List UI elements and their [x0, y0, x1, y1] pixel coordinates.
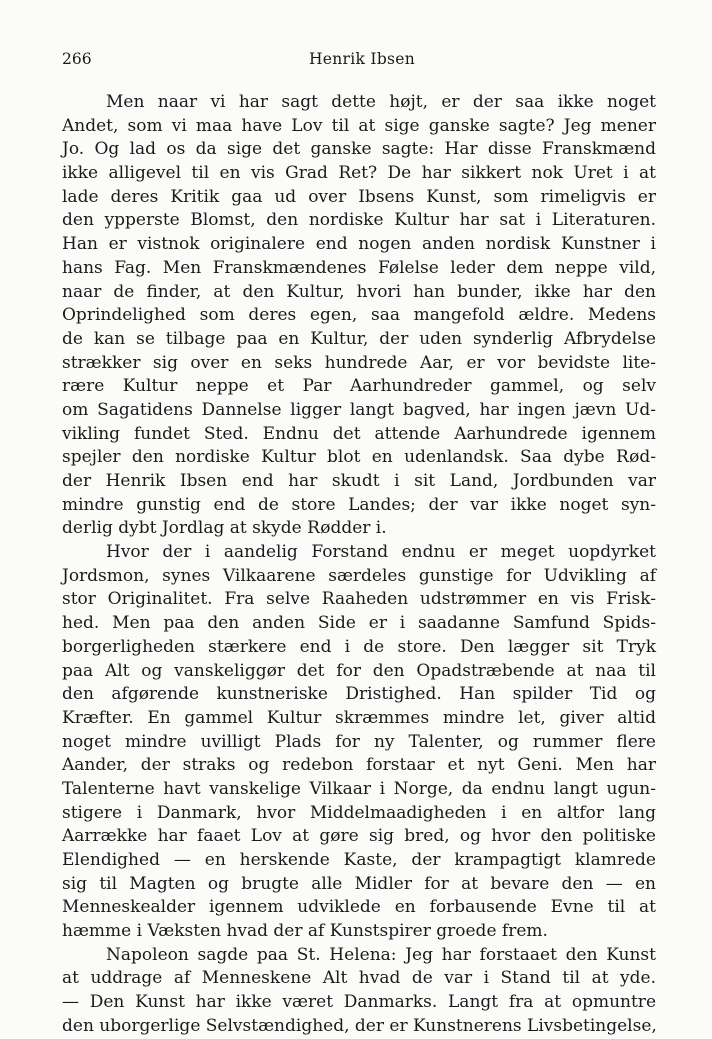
text-line: lade deres Kritik gaa ud over Ibsens Kunst, som rimeligvis er [62, 186, 656, 207]
text-line: paa Alt og vanskeliggør det for den Opadstræbende at naa til [62, 660, 656, 681]
text-line: Elendighed — en herskende Kaste, der krampagtigt klamrede [62, 850, 656, 870]
text-line: Talenterne havt vanskelige Vilkaar i Norge, da endnu langt ugun- [62, 778, 656, 799]
text-line: Menneskealder igennem udviklede en forbausende Evne til at [62, 897, 656, 918]
text-line: strækker sig over en seks hundrede Aar, er vor bevidste lite- [62, 352, 656, 373]
text-line: — Den Kunst har ikke været Danmarks. Langt fra at opmuntre [62, 992, 656, 1013]
text-line: Aander, der straks og redebon forstaar et nyt Geni. Men har [62, 755, 656, 776]
text-line: ikke alligevel til en vis Grad Ret? De har sikkert nok Uret i at [62, 163, 656, 184]
body-text [62, 91, 656, 1039]
text-line: Napoleon sagde paa St. Helena: Jeg har forstaaet den Kunst [106, 944, 656, 965]
text-line: den uborgerlige Selvstændighed, der er Kunstnerens Livsbetingelse, [62, 1015, 657, 1036]
page-number: 266 [62, 50, 92, 68]
text-line: Jo. Og lad os da sige det ganske sagte: Har disse Franskmænd [62, 139, 656, 160]
text-line: Han er vistnok originalere end nogen anden nordisk Kunstner i [62, 234, 656, 255]
text-line: Aarrække har faaet Lov at gøre sig bred, og hvor den politiske [62, 826, 656, 847]
text-line: Jordsmon, synes Vilkaarene særdeles gunstige for Udvikling af [62, 565, 656, 586]
text-line: der Henrik Ibsen end har skudt i sit Land, Jordbunden var [62, 471, 656, 491]
text-line: naar de finder, at den Kultur, hvori han bunder, ikke har den [62, 281, 656, 302]
text-line: de kan se tilbage paa en Kultur, der uden synderlig Afbrydelse [62, 328, 656, 349]
text-line: sig til Magten og brugte alle Midler for at bevare den — en [62, 873, 656, 894]
text-line: noget mindre uvilligt Plads for ny Talenter, og rummer flere [62, 731, 656, 752]
running-title: Henrik Ibsen [308, 50, 416, 68]
text-line: derlig dybt Jordlag at skyde Rødder i. [62, 518, 387, 539]
text-line: Andet, som vi maa have Lov til at sige ganske sagte? Jeg mener [62, 115, 656, 136]
text-line: vikling fundet Sted. Endnu det attende Aarhundrede igennem [62, 423, 656, 444]
text-line: Hvor der i aandelig Forstand endnu er meget uopdyrket [106, 542, 656, 563]
text-line: den afgørende kunstneriske Dristighed. Han spilder Tid og [62, 684, 656, 705]
text-line: rære Kultur neppe et Par Aarhundreder gammel, og selv [62, 376, 656, 397]
text-line: Oprindelighed som deres egen, saa mangefold ældre. Medens [62, 305, 656, 326]
text-line: stigere i Danmark, hvor Middelmaadigheden i en altfor lang [62, 802, 656, 823]
text-line: at uddrage af Menneskene Alt hvad de var i Stand til at yde. [62, 968, 656, 989]
text-line: hed. Men paa den anden Side er i saadanne Samfund Spids- [62, 613, 656, 634]
text-line: hans Fag. Men Franskmændenes Følelse leder dem neppe vild, [62, 257, 656, 278]
text-line: borgerligheden stærkere end i de store. Den lægger sit Tryk [62, 636, 656, 657]
text-line: hæmme i Væksten hvad der af Kunstspirer groede frem. [62, 921, 548, 942]
text-line: Men naar vi har sagt dette højt, er der saa ikke noget [106, 92, 656, 112]
text-line: den ypperste Blomst, den nordiske Kultur har sat i Literaturen. [62, 210, 656, 231]
text-line: om Sagatidens Dannelse ligger langt bagved, har ingen jævn Ud- [62, 399, 656, 420]
text-line: mindre gunstig end de store Landes; der var ikke noget syn- [62, 494, 656, 515]
text-line: spejler den nordiske Kultur blot en udenlandsk. Saa dybe Rød- [62, 447, 656, 468]
text-line: stor Originalitet. Fra selve Raaheden udstrømmer en vis Frisk- [62, 589, 656, 610]
page-header [62, 50, 662, 72]
text-line: Kræfter. En gammel Kultur skræmmes mindre let, giver altid [62, 707, 656, 728]
